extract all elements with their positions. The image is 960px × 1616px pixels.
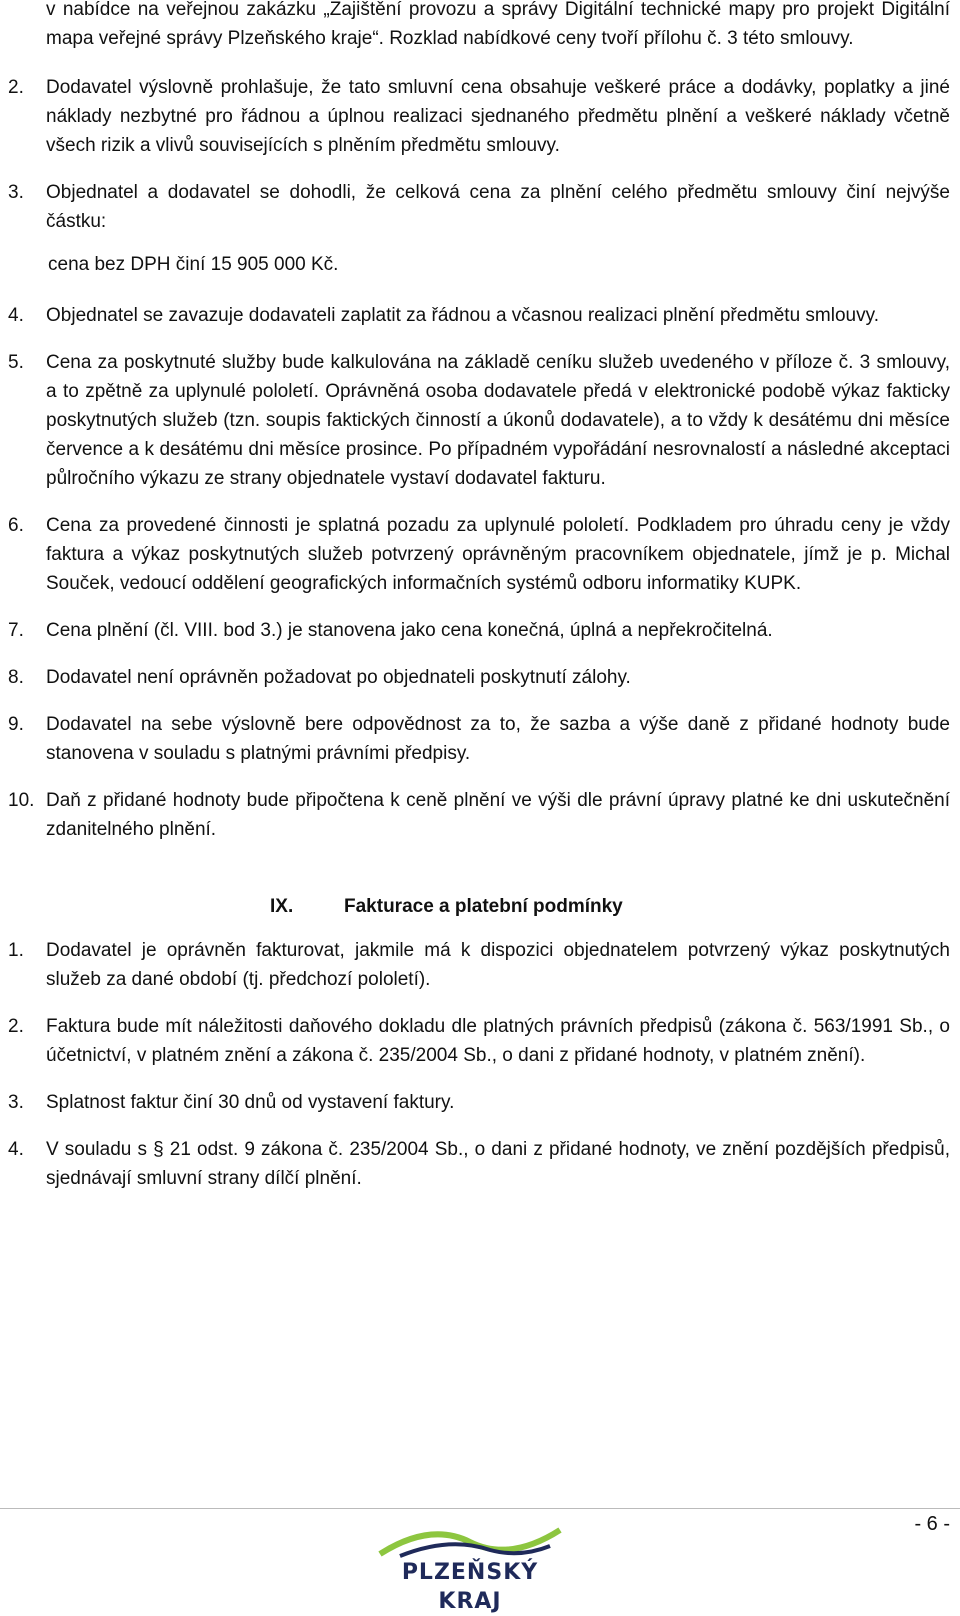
plzensky-kraj-logo	[370, 1520, 570, 1614]
item-text: Dodavatel není oprávněn požadovat po objednateli poskytnutí zálohy.	[46, 667, 631, 688]
item-text: Cena plnění (čl. VIII. bod 3.) je stanovena jako cena konečná, úplná a nepřekročitelná.	[46, 620, 773, 641]
item-text: Dodavatel je oprávněn fakturovat, jakmile má k dispozici objednatelem potvrzený výkaz poskytnutých služeb za dané období (tj. předchozí pololetí).	[46, 940, 950, 990]
item-text: Dodavatel výslovně prohlašuje, že tato smluvní cena obsahuje veškeré práce a dodávky, poplatky a jiné náklady nezbytné pro řádnou a úplnou realizaci sjednaného předmětu plnění a veškeré náklady včetně všech rizik a vlivů souvisejících s plněním předmětu smlouvy.	[46, 77, 950, 156]
list-item	[8, 616, 950, 645]
list-item	[8, 73, 950, 160]
item-number: 4.	[8, 1139, 24, 1160]
item-number: 5.	[8, 352, 24, 373]
item-number: 10.	[8, 790, 35, 811]
item-text: Objednatel a dodavatel se dohodli, že celková cena za plnění celého předmětu smlouvy činí nejvýše částku:	[46, 182, 950, 232]
logo-wave-icon	[370, 1520, 570, 1560]
footer-divider	[0, 1508, 960, 1509]
list-item	[8, 1088, 950, 1117]
list-item	[8, 1135, 950, 1193]
item-text: Daň z přidané hodnoty bude připočtena k ceně plnění ve výši dle právní úpravy platné ke dni uskutečnění zdanitelného plnění.	[46, 790, 950, 840]
list-item	[8, 301, 950, 330]
list-item	[8, 786, 950, 844]
list-item	[8, 936, 950, 994]
list-item	[8, 1012, 950, 1070]
item-text: Cena za poskytnuté služby bude kalkulována na základě ceníku služeb uvedeného v příloze č. 3 smlouvy, a to zpětně za uplynulé pololetí. Oprávněná osoba dodavatele předá v elektronické podobě výkaz fakticky poskytnutých služeb (tzn. soupis faktických činností a úkonů dodavatele), a to vždy k desátému dni měsíce července a k desátému dni měsíce prosince. Po případném vypořádání nesrovnalostí a následné akceptaci půlročního výkazu ze strany objednatele vystaví dodavatel fakturu.	[46, 352, 950, 489]
item-text: Splatnost faktur činí 30 dnů od vystavení faktury.	[46, 1092, 455, 1113]
section-heading	[8, 892, 950, 921]
item-number: 1.	[8, 940, 24, 961]
price-statement: cena bez DPH činí 15 905 000 Kč.	[48, 254, 339, 275]
item-number: 2.	[8, 1016, 24, 1037]
item-text: V souladu s § 21 odst. 9 zákona č. 235/2004 Sb., o dani z přidané hodnoty, ve znění pozdějších předpisů, sjednávají smluvní strany dílčí plnění.	[46, 1139, 950, 1189]
item-text: Faktura bude mít náležitosti daňového dokladu dle platných právních předpisů (zákona č. 563/1991 Sb., o účetnictví, v platném znění a zákona č. 235/2004 Sb., o dani z přidané hodnoty, v platném znění).	[46, 1016, 950, 1066]
document-page	[8, 0, 950, 1211]
item-text: Dodavatel na sebe výslovně bere odpovědnost za to, že sazba a výše daně z přidané hodnoty bude stanovena v souladu s platnými právními předpisy.	[46, 714, 950, 764]
logo-text: PLZEŇSKÝ KRAJ	[401, 1560, 539, 1614]
item-number: 9.	[8, 714, 24, 735]
list-item	[8, 348, 950, 493]
item-number: 8.	[8, 667, 24, 688]
item-number: 4.	[8, 305, 24, 326]
list-item	[8, 511, 950, 598]
item-text: Objednatel se zavazuje dodavateli zaplatit za řádnou a včasnou realizaci plnění předmětu smlouvy.	[46, 305, 879, 326]
section-title: Fakturace a platební podmínky	[344, 896, 623, 917]
item-text: Cena za provedené činnosti je splatná pozadu za uplynulé pololetí. Podkladem pro úhradu ceny je vždy faktura a výkaz poskytnutých služeb potvrzený oprávněným pracovníkem objednatele, jímž je p. Michal Souček, vedoucí oddělení geografických informačních systémů odboru informatiky KUPK.	[46, 515, 950, 594]
intro-paragraph: v nabídce na veřejnou zakázku „Zajištění provozu a správy Digitální technické mapy pro projekt Digitální mapa veřejné správy Plzeňského kraje“. Rozklad nabídkové ceny tvoří přílohu č. 3 této smlouvy.	[46, 0, 950, 49]
item-number: 2.	[8, 77, 24, 98]
section-number: IX.	[270, 896, 294, 917]
item-number: 3.	[8, 1092, 24, 1113]
item-number: 3.	[8, 182, 24, 203]
list-item	[8, 178, 950, 236]
item-number: 6.	[8, 515, 24, 536]
page-number: - 6 -	[914, 1513, 950, 1535]
list-item	[8, 710, 950, 768]
item-number: 7.	[8, 620, 24, 641]
list-item	[8, 663, 950, 692]
